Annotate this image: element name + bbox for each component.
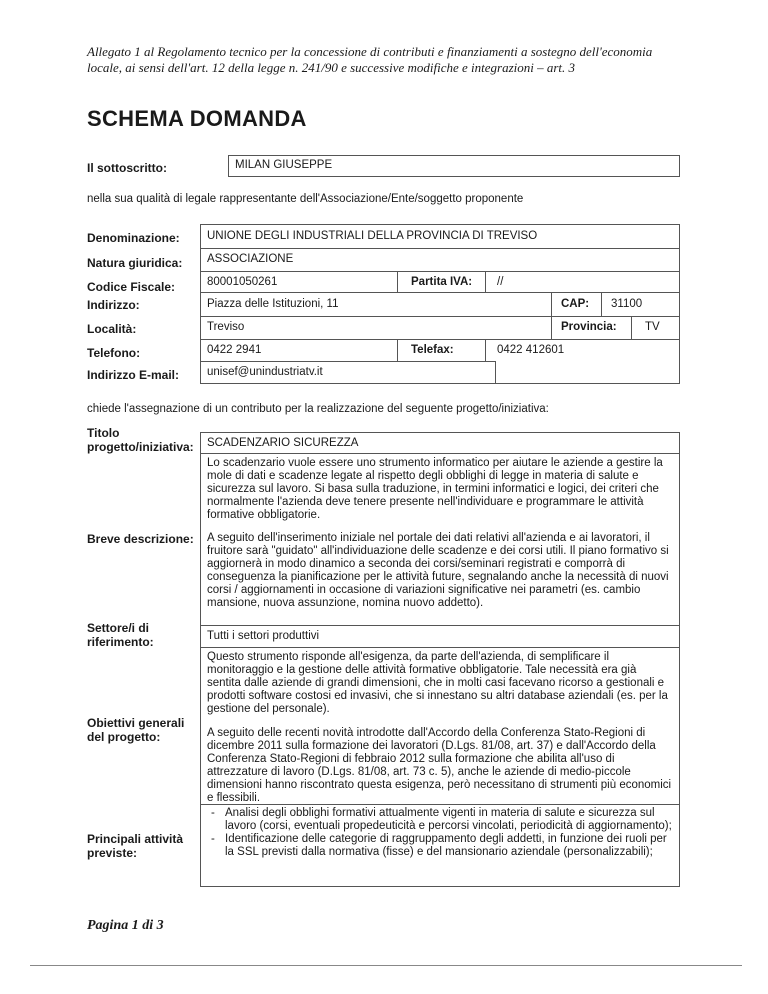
natura-value: ASSOCIAZIONE (207, 253, 294, 265)
list-item: - Identificazione delle categorie di raggruppamento degli addetti, in funzione dei ruoli per la SSL previsti dalla normativa (fisse) e del mansionario aziendale (personalizzabili); (225, 833, 673, 859)
cap-value: 31100 (611, 298, 643, 310)
titolo-label: Titolo progetto/iniziativa: (87, 426, 194, 454)
provincia-label: Provincia: (561, 321, 617, 333)
natura-label: Natura giuridica: (87, 256, 183, 270)
obiettivi-label: Obiettivi generali del progetto: (87, 716, 185, 744)
progetto-box (200, 432, 680, 887)
codice-fiscale-value: 80001050261 (207, 276, 278, 288)
chiede-text: chiede l'assegnazione di un contributo per la realizzazione del seguente progetto/iniziativa: (87, 403, 549, 415)
indirizzo-value: Piazza delle Istituzioni, 11 (207, 298, 339, 310)
titolo-value: SCADENZARIO SICUREZZA (207, 437, 359, 449)
telefono-value: 0422 2941 (207, 344, 262, 356)
sottoscritto-label: Il sottoscritto: (87, 161, 167, 175)
ente-grid (200, 224, 680, 384)
telefax-label: Telefax: (411, 344, 454, 356)
email-label: Indirizzo E-mail: (87, 368, 180, 382)
codice-fiscale-label: Codice Fiscale: (87, 280, 176, 294)
bottom-divider (30, 965, 742, 966)
settori-label: Settore/i di riferimento: (87, 621, 154, 649)
descrizione-paragraph-1: Lo scadenzario vuole essere uno strumento informatico per aiutare le aziende a gestire la mole di dati e scadenze legate al rispetto degli obblighi di legge in materia di salute e sicurezza sul lavoro. Si basa sulla traduzione, in termini informatici e logici, dei criteri che normalmente l'azienda deve tenere presente nell'individuare e programmare le attività formative obbligatorie. (207, 457, 663, 521)
descrizione-label: Breve descrizione: (87, 532, 194, 546)
cap-label: CAP: (561, 298, 590, 310)
obiettivi-paragraph-2: A seguito delle recenti novità introdotte dall'Accordo della Conferenza Stato-Regioni di dicembre 2011 sulla formazione dei lavoratori (D.Lgs. 81/08, art. 37) e dall'Accordo della Conferenza Stato-Regioni di febbraio 2012 sulla formazione che abilita all'uso di attrezzature di lavoro (D.Lgs. 81/08, art. 73 c. 5), anche le aziende di medio-piccole dimensioni hanno riscontrato questa esigenza, però necessitano di strumenti più economici e flessibili. (207, 727, 672, 804)
indirizzo-label: Indirizzo: (87, 298, 140, 312)
email-value: unisef@unindustriatv.it (207, 366, 323, 378)
telefono-label: Telefono: (87, 346, 141, 360)
header-note: Allegato 1 al Regolamento tecnico per la concessione di contributi e finanziamenti a sostegno dell'economia locale, ai sensi dell'art. 12 della legge n. 241/90 e successive modifiche e integrazioni – art. 3 (87, 44, 653, 75)
descrizione-paragraph-2: A seguito dell'inserimento iniziale nel portale dei dati relativi all'azienda e ai lavoratori, il fruitore sarà "guidato" all'individuazione delle scadenze e dei corsi utili. Il piano formativo si aggiornerà in modo dinamico a seconda dei corsi/seminari registrati e comporrà di conseguenza la pianificazione per le attività future, segnalando anche la necessità di nuovi corsi / aggiornamenti in occasione di variazioni significative nei parametri (es. cambio mansione, nuova assunzione, nomina nuovo addetto). (207, 532, 669, 609)
partita-iva-label: Partita IVA: (411, 276, 473, 288)
attivita-label: Principali attività previste: (87, 832, 184, 860)
telefax-value: 0422 412601 (497, 344, 565, 356)
qualita-text: nella sua qualità di legale rappresentante dell'Associazione/Ente/soggetto proponente (87, 193, 524, 205)
settori-value: Tutti i settori produttivi (207, 630, 320, 642)
denominazione-label: Denominazione: (87, 231, 180, 245)
list-item: - Analisi degli obblighi formativi attualmente vigenti in materia di salute e sicurezza sul lavoro (corsi, eventuali propedeuticità e percorsi vincolati, periodicità di aggiornamento); (225, 807, 673, 833)
sottoscritto-field: MILAN GIUSEPPE (228, 155, 680, 177)
localita-value: Treviso (207, 321, 245, 333)
page-footer: Pagina 1 di 3 (87, 918, 164, 933)
partita-iva-value: // (497, 276, 504, 288)
denominazione-value: UNIONE DEGLI INDUSTRIALI DELLA PROVINCIA DI TREVISO (207, 230, 538, 242)
attivita-list (207, 807, 673, 859)
localita-label: Località: (87, 322, 137, 336)
provincia-value: TV (645, 321, 660, 333)
page-title: SCHEMA DOMANDA (87, 106, 307, 131)
obiettivi-paragraph-1: Questo strumento risponde all'esigenza, da parte dell'azienda, di semplificare il monitoraggio e la gestione delle attività formative obbligatorie. Tale necessità era già sentita dalle aziende di grandi dimensioni, che in molti casi facevano ricorso a gestionali e prodotti software costosi ed invasivi, che si innestano su altri database aziendali (es. per la gestione del personale). (207, 651, 668, 715)
